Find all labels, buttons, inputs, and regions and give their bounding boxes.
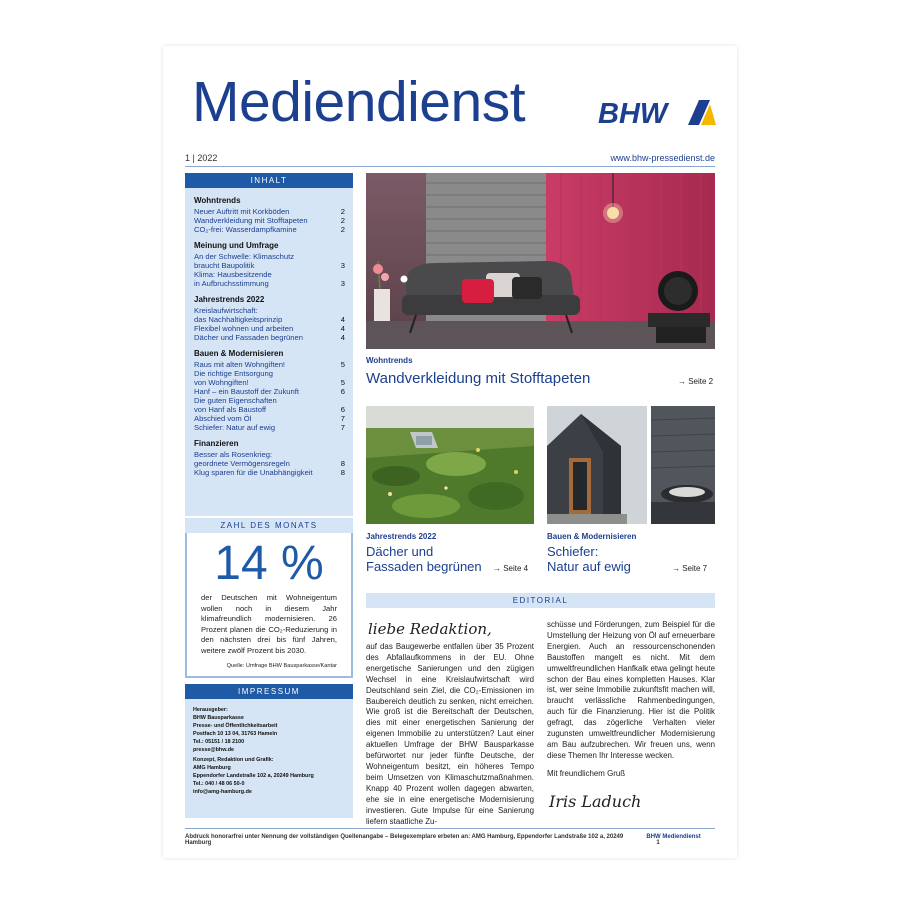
bhw-logo-text: BHW (598, 98, 668, 126)
toc-item[interactable] (194, 423, 345, 432)
toc-item[interactable] (194, 216, 345, 225)
toc-item[interactable] (194, 333, 345, 342)
toc-item-title: Flexibel wohnen und arbeiten (194, 324, 294, 333)
toc-item[interactable] (194, 369, 345, 387)
zahl-des-monats-box (185, 518, 353, 678)
teaser-b-title-line: Natur auf ewig (547, 559, 631, 574)
impressum-line: Eppendorfer Landstraße 102 a, 20249 Hamburg (193, 773, 314, 779)
toc-section (194, 241, 345, 288)
toc-item[interactable] (194, 360, 345, 369)
issue-number: 1 | 2022 (185, 153, 218, 163)
table-of-contents (185, 188, 353, 516)
toc-item[interactable] (194, 225, 345, 234)
toc-item-page: 5 (340, 360, 345, 369)
impressum-heading: IMPRESSUM (185, 684, 353, 699)
editorial-salutation: liebe Redaktion, (368, 620, 492, 638)
toc-item[interactable] (194, 468, 345, 477)
toc-item-title: Hanf – ein Baustoff der Zukunft (194, 387, 299, 396)
impressum-email[interactable]: info@amg-hamburg.de (193, 789, 252, 795)
toc-item-page: 7 (340, 414, 345, 423)
toc-item-title: An der Schwelle: Klimaschutz braucht Baupolitik (194, 252, 295, 270)
toc-section (194, 295, 345, 342)
toc-item-title: Die guten Eigenschaften von Hanf als Baustoff (194, 396, 277, 414)
editorial-column-2: schüsse und Förderungen, zum Beispiel für die Umstellung der Heizung von Öl auf erneuerbare Energien. Auch an ressourcenschonenden Baustoffen mangelt es nicht. Mit dem umweltfreundlichen Hanfkalk etwa gelingt heute schon der Bau eines kompletten Hauses. Klar ist, wer seine Immobilie zukunftsfit machen will, braucht verlässliche Rahmenbedingungen, auch für die Finanzierung. Hier ist die Politik gefragt, das zögerliche Verhalten vieler zugunsten umweltfreundlicher Modernisierung am Bau aufzubrechen. Wir freuen uns, wenn diese Themen Ihr Interesse wecken. (547, 620, 715, 760)
impressum-concept-label: Konzept, Redaktion und Grafik: (193, 757, 274, 763)
feature-title[interactable]: Wandverkleidung mit Stofftapeten (366, 370, 591, 387)
toc-item-page: 8 (340, 459, 345, 468)
impressum-email[interactable]: presse@bhw.de (193, 747, 235, 753)
toc-item-title: Die richtige Entsorgung von Wohngiften! (194, 369, 273, 387)
editorial-signature: Iris Laduch (549, 792, 642, 811)
toc-item-page: 5 (340, 378, 345, 387)
toc-item-title: Wandverkleidung mit Stofftapeten (194, 216, 308, 225)
footer-rule (185, 828, 715, 829)
teaser-photo-slate-house[interactable] (547, 406, 715, 524)
impressum-content (185, 699, 353, 818)
editorial-closing: Mit freundlichem Gruß (547, 769, 626, 778)
feature-photo-livingroom[interactable] (366, 173, 715, 349)
teaser-b-title[interactable] (547, 544, 631, 574)
zahl-value: 14 % (214, 537, 324, 590)
toc-item-title: CO₂-frei: Wasserdampfkamine (194, 225, 297, 234)
toc-item[interactable] (194, 324, 345, 333)
teaser-a-title-line: Fassaden begrünen (366, 559, 482, 574)
zahl-heading: ZAHL DES MONATS (185, 518, 353, 533)
zahl-content (185, 533, 353, 678)
impressum-publisher-label: Herausgeber: (193, 707, 228, 713)
toc-item-title: Neuer Auftritt mit Korkböden (194, 207, 290, 216)
teaser-photo-green-roof[interactable] (366, 406, 534, 524)
toc-item-page: 6 (340, 405, 345, 414)
bhw-logo (598, 98, 716, 126)
toc-item[interactable] (194, 387, 345, 396)
feature-kicker: Wohntrends (366, 356, 413, 365)
toc-section-title: Bauen & Modernisieren (194, 349, 284, 358)
toc-item-title: Abschied vom Öl (194, 414, 252, 423)
toc-item-page: 2 (340, 207, 345, 216)
toc-section-title: Finanzieren (194, 439, 239, 448)
toc-item[interactable] (194, 396, 345, 414)
toc-item[interactable] (194, 450, 345, 468)
teaser-b-page-link[interactable]: → Seite 7 (672, 564, 708, 573)
toc-section (194, 439, 345, 477)
footer (185, 834, 715, 846)
editorial-column-1: auf das Baugewerbe entfallen über 35 Prozent des Abfallaufkommens in der EU. Ohne energetische Sanierungen und den zügigen Wechsel in eine Kreislaufwirtschaft wird Deutschland sein Ziel, die CO₂-Emissionen im Baubereich deutlich zu senken, nicht erreichen. Wie groß ist die Bereitschaft der Deutschen, dies mit einer energetischen Sanierung der eigenen Immobilie zu unterstützen? Laut einer aktuellen Umfrage der BHW Bausparkasse befürwortet nur jeder fünfte Deutsche, der Wohneigentum besitzt, ein höheres Tempo beim Umsetzen von Klimaschutzmaßnahmen. Knapp 40 Prozent wollen dagegen abwarten, ehe sie in eine energetische Modernisierung investieren. Gute Impulse für eine Sanierung liefern staatliche Zu- (366, 642, 534, 826)
toc-section-title: Wohntrends (194, 196, 241, 205)
toc-item-title: Kreislaufwirtschaft: das Nachhaltigkeitsprinzip (194, 306, 283, 324)
footer-page-number: 1 (656, 840, 660, 846)
impressum-line: Postfach 10 13 04, 31763 Hameln (193, 731, 278, 737)
header-rule (185, 166, 715, 167)
impressum-line: Tel.: 040 / 48 06 50-0 (193, 781, 245, 787)
toc-item[interactable] (194, 207, 345, 216)
toc-item[interactable] (194, 252, 345, 270)
toc-section-title: Meinung und Umfrage (194, 241, 279, 250)
teaser-a-title-line: Dächer und (366, 544, 434, 559)
footer-publication: BHW Mediendienst (646, 834, 701, 840)
toc-item-page: 7 (340, 423, 345, 432)
toc-item-page: 3 (340, 261, 345, 270)
footer-right (646, 834, 715, 846)
toc-item-title: Klug sparen für die Unabhängigkeit (194, 468, 313, 477)
toc-section (194, 196, 345, 234)
impressum-box (185, 684, 353, 818)
toc-item-page: 3 (340, 279, 345, 288)
toc-item[interactable] (194, 270, 345, 288)
toc-item-page: 8 (340, 468, 345, 477)
toc-section-title: Jahrestrends 2022 (194, 295, 265, 304)
editorial-heading: EDITORIAL (366, 593, 715, 608)
toc-item-page: 4 (340, 315, 345, 324)
impressum-line: BHW Bausparkasse (193, 715, 244, 721)
teaser-b-title-line: Schiefer: (547, 544, 599, 559)
inhalt-heading: INHALT (185, 173, 353, 188)
toc-item-title: Klima: Hausbesitzende in Aufbruchsstimmung (194, 270, 272, 288)
zahl-text: der Deutschen mit Wohneigentum wollen noch in diesem Jahr klimafreundlich modernisieren. 26 Prozent planen die CO₂-Reduzierung in den nächsten drei bis fünf Jahren, weitere zwölf Prozent bis 2030. (201, 593, 337, 655)
toc-item-page: 6 (340, 387, 345, 396)
impressum-line: Presse- und Öffentlichkeitsarbeit (193, 723, 278, 729)
website-link[interactable]: www.bhw-pressedienst.de (610, 153, 715, 163)
toc-item[interactable] (194, 414, 345, 423)
toc-item-title: Schiefer: Natur auf ewig (194, 423, 276, 432)
toc-item-title: Raus mit alten Wohngiften! (194, 360, 286, 369)
zahl-source: Quelle: Umfrage BHW Bausparkasse/Kantar (226, 663, 337, 669)
toc-item-title: Dächer und Fassaden begrünen (194, 333, 303, 342)
masthead-title: Mediendienst (192, 70, 526, 134)
impressum-line: AMG Hamburg (193, 765, 231, 771)
toc-item-page: 2 (340, 225, 345, 234)
inhalt-box (185, 173, 353, 516)
toc-item-title: Besser als Rosenkrieg: geordnete Vermögensregeln (194, 450, 290, 468)
feature-page-link[interactable]: → Seite 2 (678, 377, 714, 386)
toc-item-page: 4 (340, 324, 345, 333)
impressum-line: Tel.: 05151 / 18 2100 (193, 739, 245, 745)
toc-item-page: 4 (340, 333, 345, 342)
toc-item-page: 2 (340, 216, 345, 225)
footer-notice: Abdruck honorarfrei unter Nennung der vollständigen Quellenangabe – Belegexemplare erbeten an: AMG Hamburg, Eppendorfer Landstraße 102 a, 20249 Hamburg (185, 834, 624, 846)
toc-item[interactable] (194, 306, 345, 324)
teaser-a-page-link[interactable]: → Seite 4 (493, 564, 529, 573)
teaser-b-kicker: Bauen & Modernisieren (547, 532, 637, 541)
teaser-a-title[interactable] (366, 544, 482, 574)
teaser-a-kicker: Jahrestrends 2022 (366, 532, 437, 541)
toc-section (194, 349, 345, 432)
